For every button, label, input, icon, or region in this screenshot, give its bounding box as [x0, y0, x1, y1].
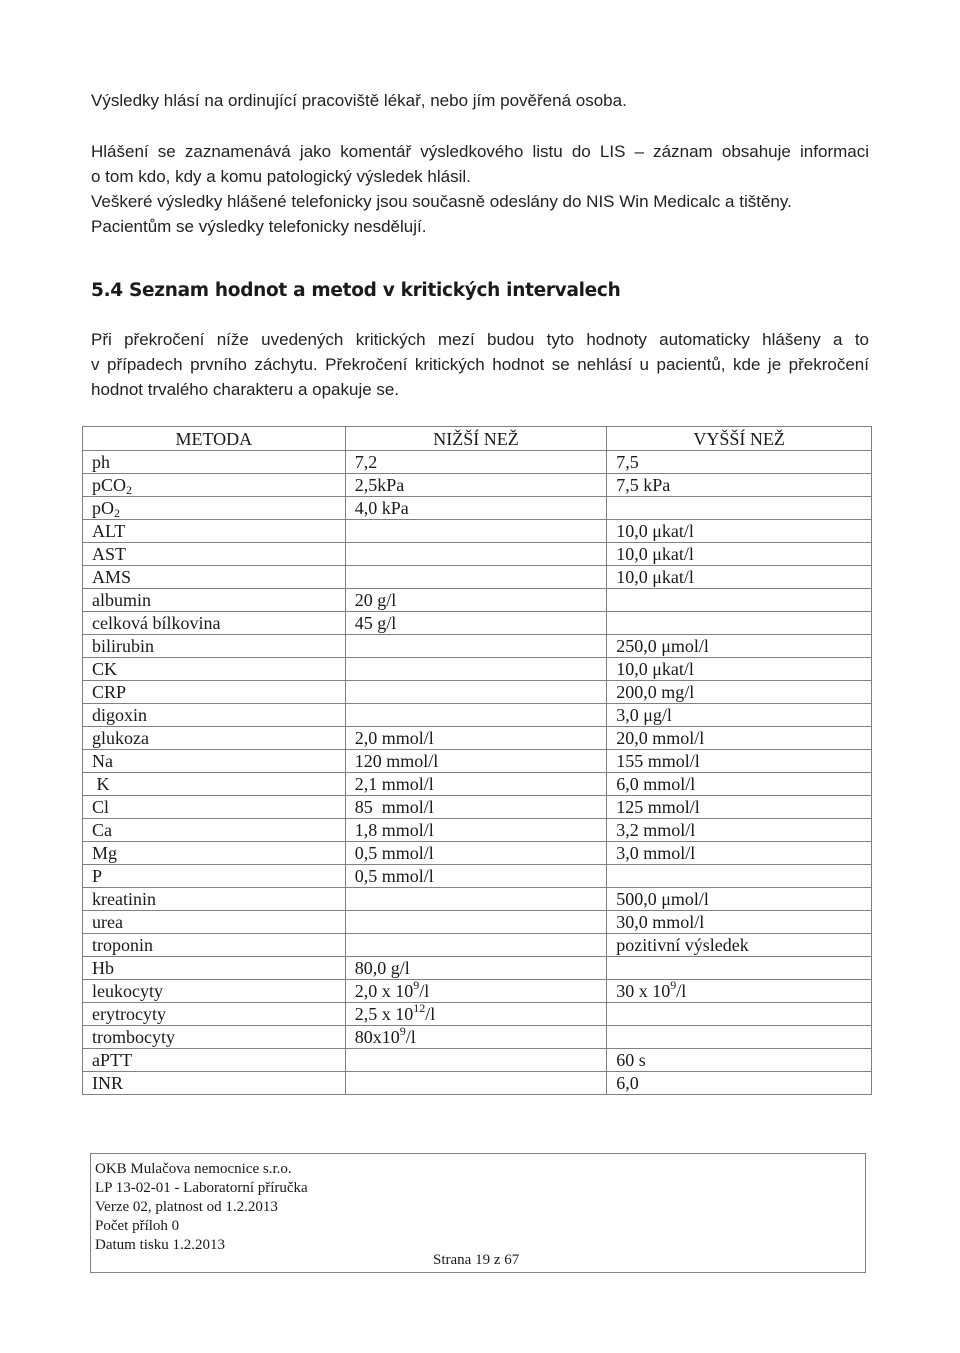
cell-method: [83, 497, 346, 520]
cell-method: [83, 681, 346, 704]
table-row: [83, 727, 872, 750]
value-text: 10,0 μkat/l: [616, 567, 694, 587]
cell-lower-than: [345, 589, 607, 612]
cell-lower-than: [345, 451, 607, 474]
value-text: 60 s: [616, 1050, 646, 1070]
cell-higher-than: [607, 451, 872, 474]
cell-lower-than: [345, 773, 607, 796]
method-name: bilirubin: [92, 636, 154, 656]
header-method: METODA: [83, 427, 346, 451]
paragraph-line: o tom kdo, kdy a komu patologický výsledek hlásil.: [91, 167, 471, 186]
cell-lower-than: [345, 635, 607, 658]
method-name: pO: [92, 498, 114, 518]
cell-higher-than: [607, 934, 872, 957]
cell-method: [83, 888, 346, 911]
table-row: [83, 589, 872, 612]
cell-higher-than: [607, 911, 872, 934]
value-text: 1,8 mmol/l: [354, 820, 434, 840]
method-name: troponin: [92, 935, 153, 955]
method-name: Cl: [92, 797, 110, 817]
method-name: albumin: [92, 590, 151, 610]
value-exponent: 9: [413, 979, 420, 992]
cell-method: [83, 842, 346, 865]
value-text: pozitivní výsledek: [616, 935, 749, 955]
value-text: 3,0 mmol/l: [616, 843, 696, 863]
cell-method: [83, 1072, 346, 1095]
cell-higher-than: [607, 980, 872, 1003]
value-text: 20 g/l: [354, 590, 397, 610]
cell-lower-than: [345, 750, 607, 773]
cell-higher-than: [607, 704, 872, 727]
value-text: 155 mmol/l: [616, 751, 700, 771]
cell-method: [83, 796, 346, 819]
cell-higher-than: [607, 612, 872, 635]
table-row: [83, 1049, 872, 1072]
method-name: kreatinin: [92, 889, 156, 909]
cell-method: [83, 727, 346, 750]
cell-method: [83, 704, 346, 727]
table-row: [83, 934, 872, 957]
table-row: [83, 750, 872, 773]
value-text: 3,0 μg/l: [616, 705, 672, 725]
method-name: ALT: [92, 521, 126, 541]
value-exponent: 9: [670, 979, 677, 992]
method-name: AST: [92, 544, 127, 564]
cell-higher-than: [607, 497, 872, 520]
cell-method: [83, 980, 346, 1003]
cell-lower-than: [345, 658, 607, 681]
table-header-row: [83, 427, 872, 451]
intro-line: Při překročení níže uvedených kritických mezí budou tyto hodnoty automaticky hlášeny a to: [91, 330, 869, 349]
table-row: [83, 566, 872, 589]
method-name: AMS: [92, 567, 132, 587]
method-name: Hb: [92, 958, 114, 978]
method-name: glukoza: [92, 728, 149, 748]
table-row: [83, 842, 872, 865]
value-text: 7,2: [354, 452, 378, 472]
cell-method: [83, 750, 346, 773]
header-lower-than: NIŽŠÍ NEŽ: [345, 427, 607, 451]
footer-page-number: Strana 19 z 67: [433, 1252, 520, 1268]
footer-version: Verze 02, platnost od 1.2.2013: [95, 1199, 278, 1215]
table-row: [83, 957, 872, 980]
cell-method: [83, 865, 346, 888]
value-text: 3,2 mmol/l: [616, 820, 696, 840]
cell-higher-than: [607, 474, 872, 497]
cell-higher-than: [607, 842, 872, 865]
cell-higher-than: [607, 658, 872, 681]
critical-values-table: [82, 426, 872, 1095]
method-name: trombocyty: [92, 1027, 175, 1047]
cell-method: [83, 1049, 346, 1072]
method-name: K: [92, 774, 110, 794]
footer-doc-id: LP 13-02-01 - Laboratorní příručka: [95, 1180, 308, 1196]
value-text: 2,0 mmol/l: [354, 728, 434, 748]
value-text: 2,5kPa: [354, 475, 405, 495]
cell-higher-than: [607, 520, 872, 543]
cell-lower-than: [345, 1026, 607, 1049]
cell-higher-than: [607, 1026, 872, 1049]
cell-lower-than: [345, 681, 607, 704]
cell-lower-than: [345, 1003, 607, 1026]
footer-attachments: Počet příloh 0: [95, 1218, 180, 1234]
cell-higher-than: [607, 865, 872, 888]
document-footer: [90, 1153, 866, 1273]
cell-method: [83, 1003, 346, 1026]
table-row: [83, 520, 872, 543]
value-text: 85 mmol/l: [354, 797, 434, 817]
footer-org: OKB Mulačova nemocnice s.r.o.: [95, 1161, 292, 1177]
method-name: leukocyty: [92, 981, 163, 1001]
method-name: celková bílkovina: [92, 613, 221, 633]
value-text: 80,0 g/l: [354, 958, 410, 978]
value-text: 4,0 kPa: [354, 498, 409, 518]
method-name: aPTT: [92, 1050, 132, 1070]
cell-lower-than: [345, 704, 607, 727]
cell-method: [83, 520, 346, 543]
cell-lower-than: [345, 612, 607, 635]
table-row: [83, 796, 872, 819]
method-name: digoxin: [92, 705, 148, 725]
cell-lower-than: [345, 497, 607, 520]
value-base: 30 x 10: [616, 981, 671, 1001]
cell-higher-than: [607, 727, 872, 750]
cell-higher-than: [607, 589, 872, 612]
cell-higher-than: [607, 957, 872, 980]
cell-method: [83, 1026, 346, 1049]
table-row: [83, 888, 872, 911]
value-unit: /l: [405, 1027, 416, 1047]
cell-lower-than: [345, 796, 607, 819]
table-row: [83, 704, 872, 727]
cell-lower-than: [345, 957, 607, 980]
value-text: 10,0 μkat/l: [616, 659, 694, 679]
value-text: 20,0 mmol/l: [616, 728, 705, 748]
table-row: [83, 911, 872, 934]
cell-higher-than: [607, 1072, 872, 1095]
cell-method: [83, 474, 346, 497]
table-row: [83, 980, 872, 1003]
table-row: [83, 1003, 872, 1026]
table-row: [83, 773, 872, 796]
value-text: 6,0 mmol/l: [616, 774, 696, 794]
value-exponent: 9: [399, 1025, 406, 1038]
table-row: [83, 819, 872, 842]
cell-lower-than: [345, 727, 607, 750]
paragraph-line: Hlášení se zaznamenává jako komentář výsledkového listu do LIS – záznam obsahuje informaci: [91, 142, 869, 161]
value-text: 7,5: [616, 452, 639, 472]
method-name: urea: [92, 912, 123, 932]
table-row: [83, 1072, 872, 1095]
method-name: ph: [92, 452, 110, 472]
cell-lower-than: [345, 566, 607, 589]
cell-lower-than: [345, 911, 607, 934]
cell-lower-than: [345, 520, 607, 543]
cell-method: [83, 819, 346, 842]
cell-lower-than: [345, 1072, 607, 1095]
cell-method: [83, 911, 346, 934]
cell-lower-than: [345, 934, 607, 957]
method-name: Mg: [92, 843, 118, 863]
table-row: [83, 635, 872, 658]
value-text: 0,5 mmol/l: [354, 843, 434, 863]
cell-higher-than: [607, 566, 872, 589]
intro-paragraph: [91, 327, 869, 402]
paragraph-nis: Veškeré výsledky hlášené telefonicky jsou současně odeslány do NIS Win Medicalc a tištěny.: [91, 192, 792, 211]
cell-lower-than: [345, 888, 607, 911]
value-text: 10,0 μkat/l: [616, 521, 694, 541]
value-text: 200,0 mg/l: [616, 682, 695, 702]
cell-higher-than: [607, 819, 872, 842]
method-name: erytrocyty: [92, 1004, 166, 1024]
cell-higher-than: [607, 888, 872, 911]
value-text: 125 mmol/l: [616, 797, 700, 817]
value-text: 500,0 μmol/l: [616, 889, 709, 909]
header-higher-than: VYŠŠÍ NEŽ: [607, 427, 872, 451]
table-row: [83, 497, 872, 520]
value-text: 30,0 mmol/l: [616, 912, 705, 932]
value-text: 2,1 mmol/l: [354, 774, 434, 794]
cell-higher-than: [607, 635, 872, 658]
cell-method: [83, 451, 346, 474]
value-unit: /l: [419, 981, 430, 1001]
value-text: 7,5 kPa: [616, 475, 671, 495]
cell-higher-than: [607, 681, 872, 704]
cell-lower-than: [345, 1049, 607, 1072]
cell-lower-than: [345, 842, 607, 865]
value-text: 0,5 mmol/l: [354, 866, 434, 886]
paragraph-patients: Pacientům se výsledky telefonicky nesdělují.: [91, 217, 427, 236]
cell-method: [83, 589, 346, 612]
table-row: [83, 1026, 872, 1049]
cell-lower-than: [345, 819, 607, 842]
intro-line: v případech prvního záchytu. Překročení kritických hodnot se nehlásí u pacientů, kde je překročení: [91, 355, 869, 374]
cell-lower-than: [345, 865, 607, 888]
value-base: 2,5 x 10: [354, 1004, 414, 1024]
section-heading: 5.4 Seznam hodnot a metod v kritických intervalech: [91, 280, 621, 301]
method-name: CK: [92, 659, 118, 679]
cell-higher-than: [607, 543, 872, 566]
cell-higher-than: [607, 773, 872, 796]
table-row: [83, 865, 872, 888]
value-unit: /l: [425, 1004, 436, 1024]
intro-line: hodnot trvalého charakteru a opakuje se.: [91, 380, 400, 399]
cell-method: [83, 658, 346, 681]
cell-method: [83, 773, 346, 796]
table-row: [83, 451, 872, 474]
footer-print-date: Datum tisku 1.2.2013: [95, 1237, 225, 1253]
table-body: [83, 451, 872, 1095]
method-name: pCO: [92, 475, 127, 495]
value-base: 80x10: [354, 1027, 400, 1047]
method-name: P: [92, 866, 103, 886]
cell-lower-than: [345, 474, 607, 497]
cell-method: [83, 934, 346, 957]
value-unit: /l: [676, 981, 687, 1001]
cell-method: [83, 635, 346, 658]
value-text: 6,0: [616, 1073, 639, 1093]
paragraph-reporting: Výsledky hlásí na ordinující pracoviště lékař, nebo jím pověřená osoba.: [91, 91, 627, 110]
table-row: [83, 658, 872, 681]
value-base: 2,0 x 10: [354, 981, 414, 1001]
table-row: [83, 474, 872, 497]
cell-lower-than: [345, 543, 607, 566]
value-exponent: 12: [413, 1002, 426, 1015]
cell-higher-than: [607, 750, 872, 773]
table-row: [83, 612, 872, 635]
paragraph-lis-comment: [91, 139, 869, 189]
value-text: 45 g/l: [354, 613, 397, 633]
method-name: Na: [92, 751, 113, 771]
cell-lower-than: [345, 980, 607, 1003]
cell-method: [83, 566, 346, 589]
cell-method: [83, 612, 346, 635]
cell-method: [83, 543, 346, 566]
value-text: 120 mmol/l: [354, 751, 439, 771]
cell-higher-than: [607, 796, 872, 819]
method-subscript: 2: [126, 483, 133, 497]
table-row: [83, 681, 872, 704]
method-name: INR: [92, 1073, 123, 1093]
cell-method: [83, 957, 346, 980]
cell-higher-than: [607, 1049, 872, 1072]
cell-higher-than: [607, 1003, 872, 1026]
method-name: Ca: [92, 820, 112, 840]
method-subscript: 2: [114, 506, 120, 520]
value-text: 10,0 μkat/l: [616, 544, 694, 564]
value-text: 250,0 μmol/l: [616, 636, 709, 656]
method-name: CRP: [92, 682, 127, 702]
table-row: [83, 543, 872, 566]
